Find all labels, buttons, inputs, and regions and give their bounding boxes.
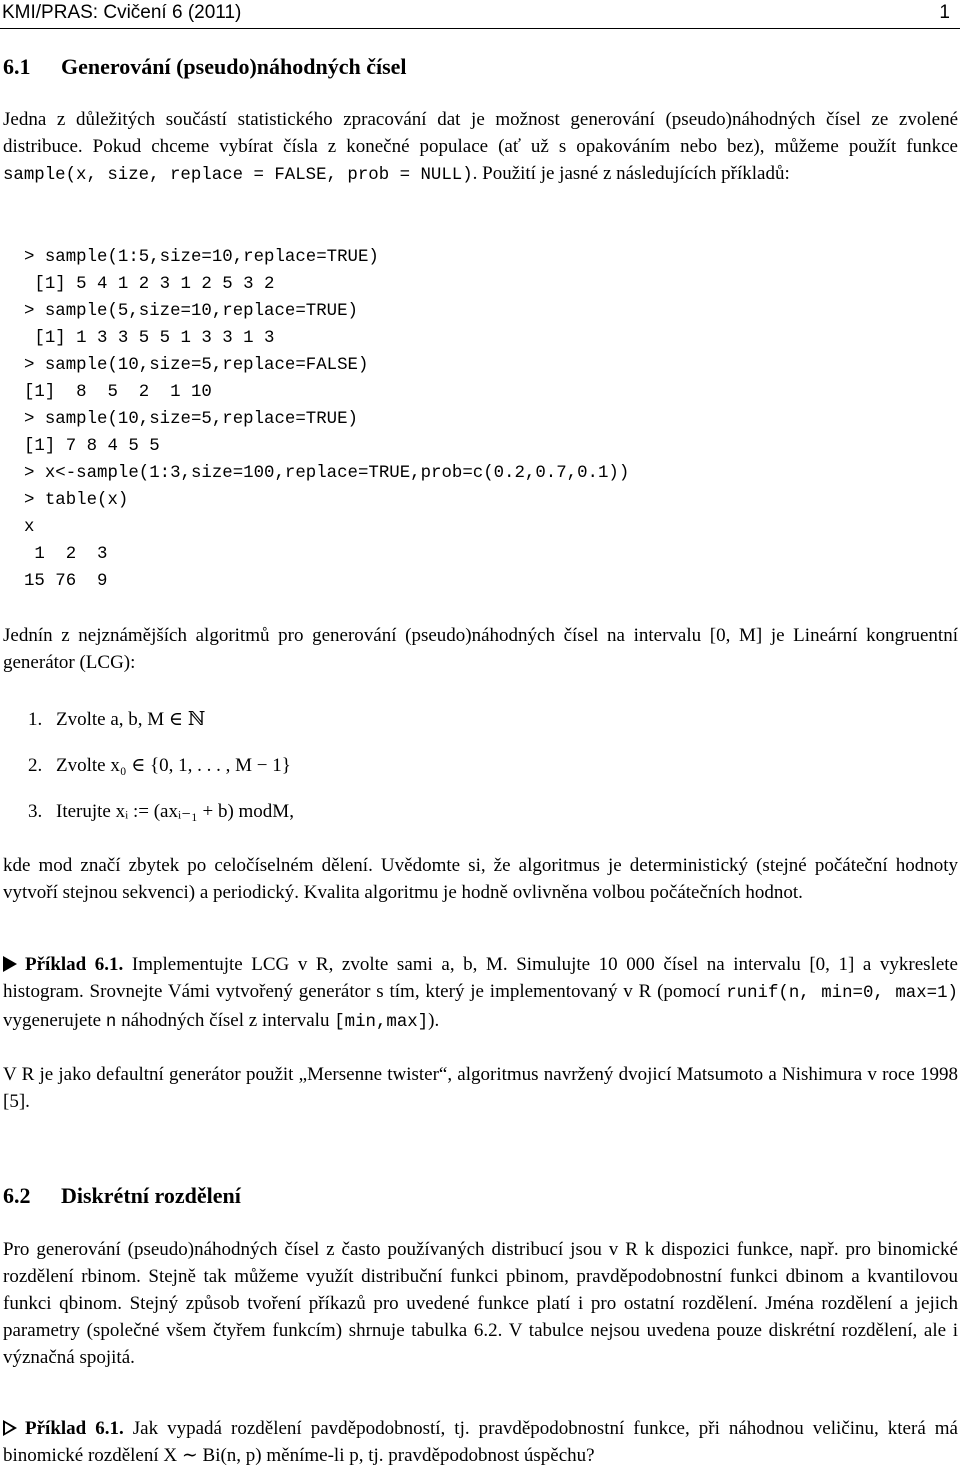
filled-triangle-icon [3, 956, 17, 972]
intro-text-end: . Použití je jasné z následujících příkladů: [472, 163, 790, 184]
header-page-number: 1 [939, 2, 950, 23]
code-line: 15 76 9 [24, 572, 108, 591]
code-line: > sample(10,size=5,replace=FALSE) [24, 356, 369, 375]
header-rule [0, 28, 960, 29]
code-line: [1] 5 4 1 2 3 1 2 5 3 2 [24, 275, 275, 294]
intro-text: Jedna z důležitých součástí statistického zpracování dat je možnost generování (pseudo)náhodných čísel ze zvolené distribuce. Pokud chceme vybírat čísla z konečné populace (ať už s opakováním nebo bez), můžeme použít funkce [3, 109, 958, 157]
code-line: [1] 1 3 3 5 5 1 3 3 1 3 [24, 329, 275, 348]
example-text: náhodných čísel z intervalu [116, 1010, 335, 1031]
example-1 [3, 951, 958, 1036]
header-course: KMI/PRAS: Cvičení 6 (2011) [2, 2, 242, 23]
code-line: x [24, 518, 35, 537]
lcg-steps-list [28, 706, 294, 844]
section-number: 6.2 [3, 1183, 31, 1208]
lcg-paragraph [3, 622, 958, 676]
inline-code-sample: sample(x, size, replace = FALSE, prob = NULL) [3, 166, 473, 185]
list-number: 3. [28, 801, 43, 822]
inline-code-runif: runif(n, min=0, max=1) [726, 984, 958, 1003]
example-text: ). [428, 1010, 440, 1031]
list-text: Zvolte x₀ ∈ {0, 1, . . . , M − 1} [56, 755, 291, 776]
modulo-text: kde mod značí zbytek po celočíselném dělení. Uvědomte si, že algoritmus je deterministický (stejné počáteční hodnoty vytvoří stejnou sekvenci) a periodický. Kvalita algoritmu je hodně ovlivněna volbou počátečních hodnot. [3, 855, 958, 903]
inline-code-n: n [105, 1013, 117, 1032]
list-number: 2. [28, 755, 43, 776]
list-item [28, 706, 294, 752]
code-line: > sample(10,size=5,replace=TRUE) [24, 410, 358, 429]
list-text: Zvolte a, b, M ∈ ℕ [56, 709, 206, 730]
list-text: Iterujte xᵢ := (axᵢ₋₁ + b) modM, [56, 801, 294, 822]
code-line: [1] 8 5 2 1 10 [24, 383, 212, 402]
code-line: > sample(5,size=10,replace=TRUE) [24, 302, 358, 321]
section-number: 6.1 [3, 54, 31, 79]
section-heading-1 [3, 54, 958, 80]
inline-code-interval: [min,max] [334, 1013, 429, 1032]
lcg-text: Jednín z nejznámějších algoritmů pro generování (pseudo)náhodných čísel na intervalu [0, M] je Lineární kongruentní generátor (LCG): [3, 625, 958, 673]
outline-triangle-icon [3, 1420, 17, 1436]
list-number: 1. [28, 709, 43, 730]
example-label: Příklad 6.1. [25, 1418, 124, 1439]
page-header [0, 0, 960, 26]
code-line: [1] 7 8 4 5 5 [24, 437, 160, 456]
mersenne-paragraph [3, 1061, 958, 1115]
list-item [28, 752, 294, 798]
example-text: Jak vypadá rozdělení pavděpodobností, tj. pravděpodobnostní funkce, při náhodnou veličinu, která má binomické rozdělení X ∼ Bi(n, p) měníme-li p, tj. pravděpodobnost úspěchu? [3, 1418, 958, 1466]
r-code-block [24, 244, 629, 595]
distributions-paragraph [3, 1236, 958, 1371]
example-text: Implementujte LCG v R, zvolte sami a, b, M. Simulujte 10 000 čísel na intervalu [0, 1] a vykreslete histogram. Srovnejte Vámi vytvořený generátor s tím, který je implementovaný v R (pomocí [3, 954, 958, 1002]
intro-paragraph [3, 106, 958, 189]
code-line: 1 2 3 [24, 545, 108, 564]
code-line: > table(x) [24, 491, 129, 510]
list-item [28, 798, 294, 844]
section-title: Generování (pseudo)náhodných čísel [61, 54, 407, 79]
section-heading-2 [3, 1183, 958, 1209]
code-line: > x<-sample(1:3,size=100,replace=TRUE,prob=c(0.2,0.7,0.1)) [24, 464, 630, 483]
distributions-text: Pro generování (pseudo)náhodných čísel z často používaných distribucí jsou v R k dispozici funkce, např. pro binomické rozdělení rbinom. Stejně tak můžeme využít distribuční funkci pbinom, pravděpodobnostní funkci dbinom a kvantilovou funkci qbinom. Stejný způsob tvoření příkazů pro uvedené funkce platí i pro ostatní rozdělení. Jména rozdělení a jejich parametry (společné všem čtyřem funkcím) shrnuje tabulka 6.2. V tabulce nejsou uvedena pouze diskrétní rozdělení, ale i význačná spojitá. [3, 1239, 958, 1368]
example-2 [3, 1415, 958, 1469]
modulo-paragraph [3, 852, 958, 906]
code-line: > sample(1:5,size=10,replace=TRUE) [24, 248, 379, 267]
section-title: Diskrétní rozdělení [61, 1183, 241, 1208]
example-label: Příklad 6.1. [25, 954, 124, 975]
mersenne-text: V R je jako defaultní generátor použit „Mersenne twister“, algoritmus navržený dvojicí Matsumoto a Nishimura v roce 1998 [5]. [3, 1064, 958, 1112]
example-text: vygenerujete [3, 1010, 106, 1031]
